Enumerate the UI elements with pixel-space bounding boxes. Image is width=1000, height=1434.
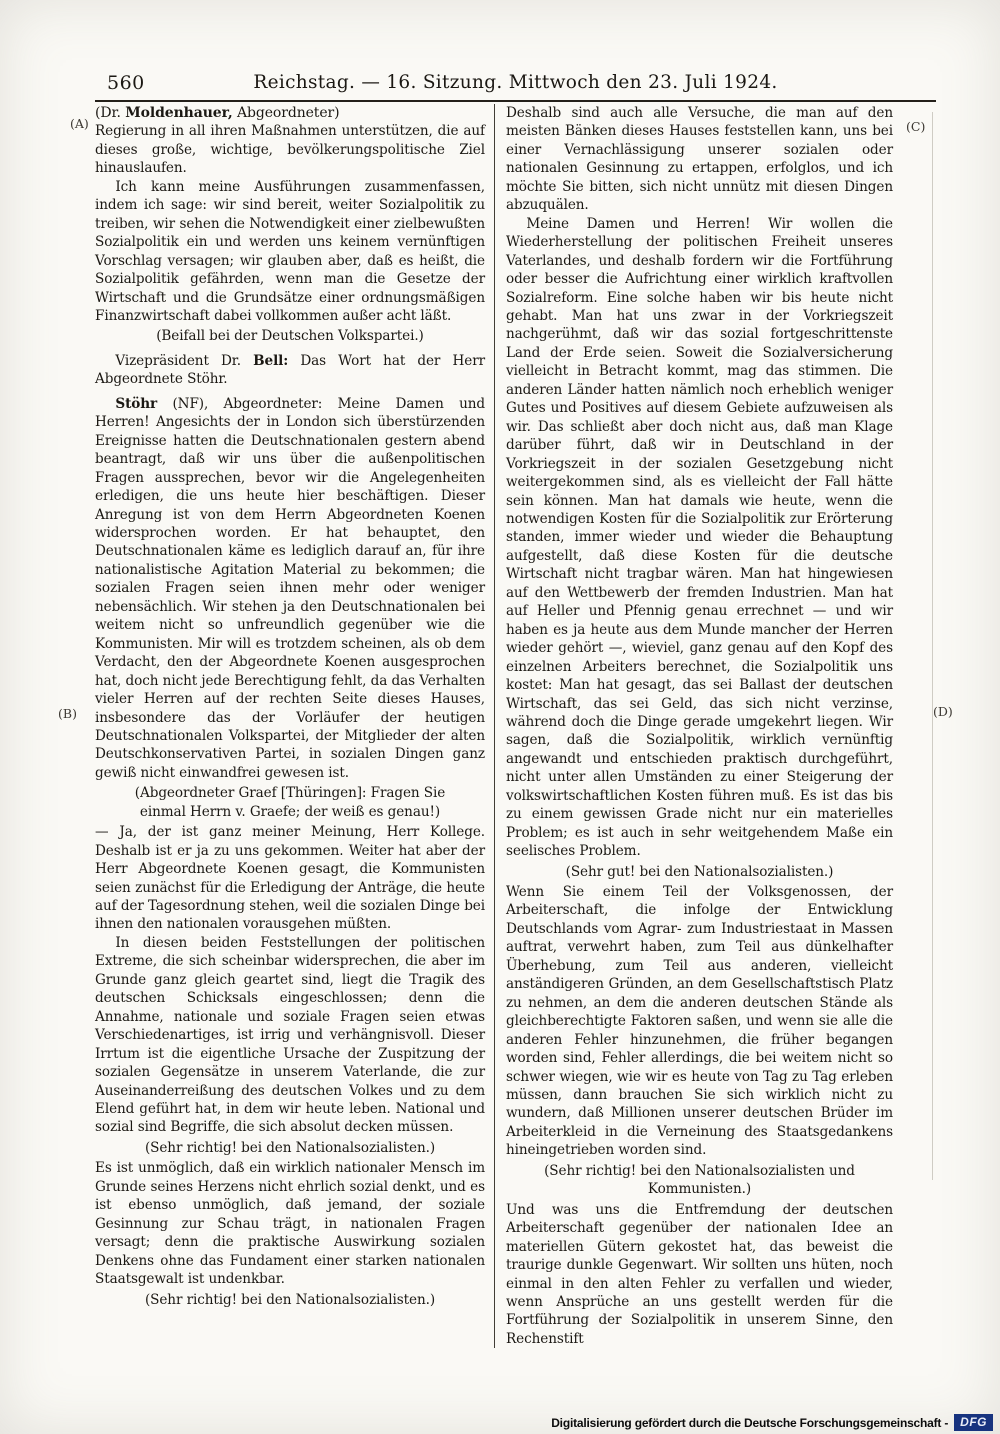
margin-marker-c: (C) [906,119,926,134]
text-columns [95,104,907,1348]
text-run: (Sehr richtig! bei den Nationalsozialisten.) [144,1291,436,1308]
text-run: Wenn Sie einem Teil der Volksgenossen, der Arbeiterschaft, die infolge der Entwicklung Deutschlands vom Agrar- zum Industriestaat in Massen auftrat, verwehrt haben, zum Teil aus dünkelhafter Überhebung, zum Teil aus anderen, vielleicht anständigeren Gründen, an dem Gesellschaftstisch Platz zu nehmen, an dem die anderen deutschen Stände als gleichberechtigte Faktoren saßen, und wenn sie alle die anderen Fehler hinzunehmen, die früher begangen worden sind, Fehler allerdings, die bei weitem nicht so schwer wiegen, wie wir es heute von Tag zu Tag erleben müssen, dann brauchen Sie sich wirklich nicht zu wundern, daß Millionen unserer deutschen Brüder im Arbeiterkleid in die Verneinung des Staatsgedankens hineingetrieben worden sind. [506,884,893,1159]
text-run: (Beifall bei der Deutschen Volkspartei.) [156,328,424,345]
interjection [95,784,485,821]
text-run: Und was uns die Entfremdung der deutschen Arbeiterschaft gegenüber der nationalen Idee an materiellen Gütern gekostet hat, das beweist die traurige dunkle Gegenwart. Wir sollten uns hüten, noch einmal in den alten Fehler zu verfallen und wieder, wenn Ansprüche an uns gestellt werden für die Fortführung der Sozialpolitik in unserem Sinne, den Rechenstift [506,1201,893,1347]
left-column [95,104,494,1348]
interjection [506,863,893,881]
paragraph [506,1201,893,1349]
paragraph [506,104,893,215]
paragraph [95,823,485,934]
digitization-footer [551,1414,993,1431]
paragraph [95,122,485,177]
margin-marker-b: (B) [58,706,77,721]
interjection [506,1162,893,1199]
dfg-logo: DFG [954,1414,993,1431]
speaker-name: Moldenhauer, [125,105,233,121]
page-number: 560 [107,72,145,94]
right-column [494,104,893,1348]
text-run: Regierung in all ihren Maßnahmen unterstützen, die auf dieses große, wichtige, bevölkerungspolitische Ziel hinauslaufen. [95,123,485,177]
paragraph [95,395,485,783]
text-run: Abgeordneter) [232,105,340,121]
text-run: (Abgeordneter Graef [Thüringen]: Fragen Sie einmal Herrn v. Graefe; der weiß es genau!) [134,785,446,820]
speaker-name: Bell: [253,352,289,369]
text-run: (Sehr richtig! bei den Nationalsozialisten.) [144,1139,436,1156]
paragraph [506,215,893,861]
text-run: Ich kann meine Ausführungen zusammenfassen, indem ich sage: wir sind bereit, weiter Sozialpolitik zu treiben, wir sehen die Notwendigkeit einer zielbewußten Sozialpolitik ein und werden uns keinem vernünftigen Vorschlag versagen; wir glauben aber, daß es heißt, die Sozialpolitik gefährden, wenn man die Gesetze der Wirtschaft und die Grundsätze einer ordnungsmäßigen Finanzwirtschaft dabei vollkommen außer acht läßt. [95,178,485,324]
text-run: Vizepräsident Dr. [115,352,254,369]
text-run: Meine Damen und Herren! Wir wollen die Wiederherstellung der politischen Freiheit unseres Vaterlandes, und deshalb fordern wir die Fortführung oder besser die Aufrichtung einer wirklich kraftvollen Sozialreform. Eine solche haben wir bis heute nicht gehabt. Man hat uns zwar in der Vorkriegszeit nachgerühmt, daß wir das sozial fortgeschrittenste Land der Erde seien. Soweit die Sozialversicherung vielleicht in Betracht kommt, mag das stimmen. Die anderen Länder hatten nämlich noch erheblich weniger Gutes und Positives auf diesem Gebiete aufzuweisen als wir. Das schließt aber doch nicht aus, daß man Klage darüber führt, daß wir in Deutschland in der Vorkriegszeit in der sozialen Gesetzgebung nicht weitergekommen sind, als es vielleicht der Fall hätte sein können. Man hat damals wie heute, wenn die notwendigen Kosten für die Sozialpolitik zur Erörterung standen, immer wieder und wieder die Behauptung aufgestellt, daß diese Kosten für die deutsche Wirtschaft nicht tragbar wären. Man hat hingewiesen auf den Wettbewerb der fremden Industrien. Man hat auf Heller und Pfennig genau errechnet — und wir haben es ja heute aus dem Munde mancher der Herren wieder gehört —, wieviel, ganz genau auf den Kopf des einzelnen Arbeiters berechnet, die Sozialpolitik uns kostet: Man hat gesagt, das sei Ballast der deutschen Wirtschaft, das sei Geld, das sich nicht verzinse, während doch die Dinge gerade umgekehrt liegen. Wir sagen, daß die Sozialpolitik, wirklich vernünftig angewandt und entschieden praktisch durchgeführt, nicht unter allen Umständen zu einer Steigerung der volkswirtschaftlichen Kosten führen muß. Es ist das bis zu einem gewissen Grade nicht nur ein materielles Problem; es ist auch in sehr weitgehendem Maße ein seelisches Problem. [506,215,893,860]
interjection [95,327,485,345]
text-run: Es ist unmöglich, daß ein wirklich nationaler Mensch im Grunde seines Herzens nicht ehrlich sozial denkt, und es ist ebenso unmöglich, daß jemand, der soziale Gesinnung zur Schau trägt, in nationalen Fragen versagt; denn die praktische Auswirkung sozialen Denkens ohne das Fundament einer starken nationalen Staatsgewalt ist undenkbar. [95,1160,485,1288]
margin-marker-a: (A) [70,116,89,131]
text-run: (NF), Abgeordneter: Meine Damen und Herren! Angesichts der in London sich überstürzenden Ereignisse hatten die Deutschnationalen gestern abend beantragt, daß wir uns über die außenpolitischen Fragen aussprechen, bevor wir die Angelegenheiten erledigen, die uns heute hier beschäftigen. Dieser Anregung ist von dem Herrn Abgeordneten Koenen widersprochen worden. Er hat behauptet, den Deutschnationalen käme es lediglich darauf an, für ihre nationalistische Agitation Material zu bekommen; die sozialen Fragen seien ihnen mehr oder weniger nebensächlich. Wir stehen ja den Deutschnationalen bei weitem nicht so unfreundlich gegenüber wie die Kommunisten. Mir will es trotzdem scheinen, als ob dem Verdacht, den der Abgeordnete Koenen ausgesprochen hat, doch nicht jede Berechtigung fehlt, da das Verhalten vieler Herren auf der rechten Seite dieses Hauses, insbesondere das der Vorläufer der heutigen Deutschnationalen Volkspartei, der Mitglieder der alten Deutschkonservativen Partei, in sozialen Dingen ganz gewiß nicht einwandfrei gewesen ist. [95,395,485,781]
text-run: (Sehr richtig! bei den Nationalsozialisten und Kommunisten.) [544,1162,855,1198]
paragraph [95,1159,485,1288]
interjection [95,1139,485,1157]
text-run: — Ja, der ist ganz meiner Meinung, Herr Kollege. Deshalb ist er ja zu uns gekommen. Weiter hat aber der Herr Abgeordnete Koenen gesagt, die Kommunisten seien zunächst für die Erledigung der Anträge, die heute auf der Tagesordnung stehen, weil die sozialen Dinge bei ihnen den nationalen vorausgehen müßten. [95,824,485,933]
digitization-credit: Digitalisierung gefördert durch die Deutsche Forschungsgemeinschaft - [551,1415,949,1430]
paragraph [95,104,485,122]
paragraph [506,883,893,1160]
text-run: (Dr. [95,105,126,121]
page-header [95,72,936,102]
paragraph [95,352,485,389]
paragraph [95,934,485,1137]
text-run: Das Wort hat der Herr Abgeordnete Stöhr. [95,352,485,388]
text-run: Deshalb sind auch alle Versuche, die man auf den meisten Bänken dieses Hauses feststellen kann, uns bei einer Vernachlässigung unserer sozialen oder nationalen Gesinnung zu ertappen, erfolglos, und ich möchte Sie bitten, sich nicht unnütz mit diesen Dingen abzuquälen. [506,105,893,214]
interjection [95,1291,485,1309]
scan-artifact-line [932,112,933,1180]
text-run: (Sehr gut! bei den Nationalsozialisten.) [565,863,834,880]
margin-marker-d: (D) [933,704,953,719]
header-title: Reichstag. — 16. Sitzung. Mittwoch den 23. Juli 1924. [253,72,778,93]
paragraph [95,178,485,326]
speaker-name: Stöhr [115,395,158,412]
text-run: In diesen beiden Feststellungen der politischen Extreme, die sich scheinbar widersprechen, die aber im Grunde ganz gleich geartet sind, liegt die Tragik des deutschen Schicksals eingeschlossen; denn die Annahme, nationale und soziale Fragen seien etwas Verschiedenartiges, ist irrig und verhängnisvoll. Dieser Irrtum ist die eigentliche Ursache der Zuspitzung der sozialen Gegensätze in unserem Vaterlande, die zur Auseinanderreißung des deutschen Volkes und zu dem Elend geführt hat, in dem wir heute leben. National und sozial sind Begriffe, die sich absolut decken müssen. [95,934,485,1136]
